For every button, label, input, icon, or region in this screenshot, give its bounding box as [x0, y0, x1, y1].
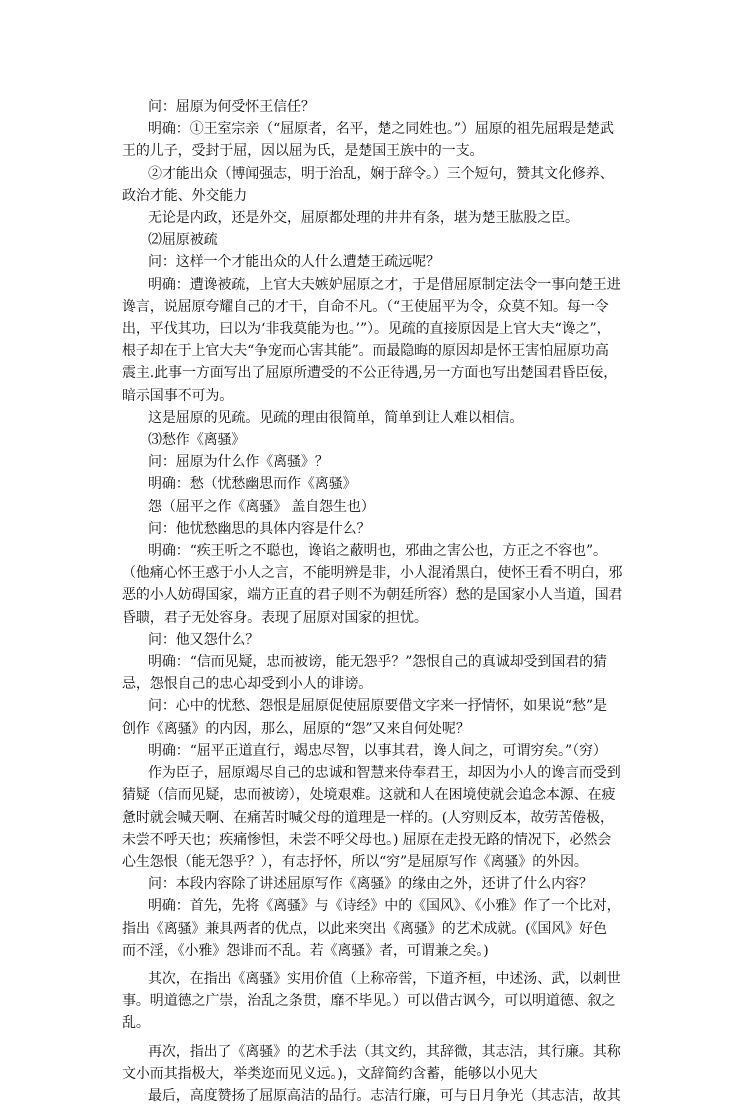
text-line: 明确：“疾王听之不聪也，谗谄之蔽明也，邪曲之害公也，方正之不容也”。: [148, 543, 607, 560]
text-line: 乱。: [122, 1015, 150, 1032]
document-page: [122, 96, 624, 1107]
text-line: 这是屈原的见疏。见疏的理由很简单，简单到让人难以相信。: [148, 409, 524, 426]
text-line: 无论是内政，还是外交，屈原都处理的井井有条，堪为楚王肱股之臣。: [148, 210, 579, 227]
text-line: 明确：首先，先将《离骚》与《诗经》中的《国风》、《小雅》作了一个比对，: [148, 898, 621, 915]
text-line: 政治才能、外交能力: [122, 187, 248, 204]
text-line: 而不淫，《小雅》怨诽而不乱。若《离骚》者，可谓兼之矣。): [122, 942, 489, 959]
text-line: 明确：“屈平正道直行，竭忠尽智，以事其君，谗人间之，可谓穷矣。”（穷）: [148, 742, 607, 759]
text-line: 其次，在指出《离骚》实用价值（上称帝喾，下道齐桓，中述汤、武，以刺世: [148, 970, 621, 987]
text-line: 问：屈原为什么作《离骚》？: [148, 454, 329, 471]
text-line: 心生怨恨（能无怨乎？），有志抒怀，所以“穷”是屈原写作《离骚》的外因。: [122, 853, 588, 870]
text-line: 问：他忧愁幽思的具体内容是什么？: [148, 520, 371, 537]
text-line: 明确：“信而见疑，忠而被谤，能无怨乎？”怨恨自己的真诚却受到国君的猜: [148, 654, 607, 671]
text-line: 猜疑（信而见疑，忠而被谤），处境艰难。这就和人在困境使就会追念本源、在疲: [122, 787, 616, 804]
text-line: 昏聩，君子无处容身。表现了屈原对国家的担忧。: [122, 609, 428, 626]
text-line: 恶的小人妨碍国家，端方正直的君子则不为朝廷所容）愁的是国家小人当道，国君: [122, 587, 623, 604]
text-line: 出，平伐其功，曰以为‘非我莫能为也。’”）。见疏的直接原因是上官大夫“谗之”，: [122, 321, 611, 338]
text-line: 作为臣子，屈原竭尽自己的忠诚和智慧来侍奉君王，却因为小人的谗言而受到: [148, 765, 621, 782]
text-line: 震主.此事一方面写出了屈原所遭受的不公正待遇,另一方面也写出楚国君昏臣佞，: [122, 365, 618, 382]
text-line: 谗言，说屈原夸耀自己的才干，自命不凡。（“王使屈平为令，众莫不知。每一令: [122, 298, 609, 315]
text-line: 问：这样一个才能出众的人什么遭楚王疏远呢？: [148, 254, 440, 271]
text-line: 惫时就会喊天啊、在痛苦时喊父母的道理是一样的。(人穷则反本，故劳苦倦极，: [122, 809, 614, 826]
text-line: 暗示国事不可为。: [122, 387, 234, 404]
text-line: 明确：愁（忧愁幽思而作《离骚》: [148, 476, 357, 493]
text-line: 未尝不呼天也；疾痛惨怛，未尝不呼父母也。) 屈原在走投无路的情况下，必然会: [122, 831, 612, 848]
text-line: 问：本段内容除了讲述屈原写作《离骚》的缘由之外，还讲了什么内容？: [148, 876, 593, 893]
text-line: 问：他又怨什么？: [148, 631, 260, 648]
text-line: 问：屈原为何受怀王信任？: [148, 99, 315, 115]
text-line: （他痛心怀王惑于小人之言，不能明辨是非，小人混淆黑白，使怀王看不明白，邪: [122, 565, 623, 582]
text-line: ②才能出众（博闻强志，明于治乱，娴于辞令。）三个短句，赞其文化修养、: [148, 165, 614, 182]
text-line: 指出《离骚》兼具两者的优点，以此来突出《离骚》的艺术成就。(《国风》好色: [122, 920, 607, 937]
text-line: 忌，怨恨自己的忠心却受到小人的诽谤。: [122, 676, 373, 693]
text-line: 问：心中的忧愁、怨恨是屈原促使屈原要借文字来一抒情怀，如果说“愁”是: [148, 698, 607, 715]
text-line: 文小而其指极大，举类迩而见义远。)，文辞简约含蓄，能够以小见大: [122, 1065, 538, 1082]
text-line: 事。明道德之广崇，治乱之条贯，靡不毕见。）可以借古讽今，可以明道德、叙之: [122, 993, 616, 1010]
text-line: 明确：遭谗被疏，上官大夫嫉妒屈原之才，于是借屈原制定法令一事向楚王进: [148, 276, 621, 293]
text-line: 创作《离骚》的内因，那么，屈原的“怨”又来自何处呢？: [122, 720, 470, 737]
text-line: 明确：①王室宗亲（“屈原者，名平，楚之同姓也。”）屈原的祖先屈瑕是楚武: [148, 121, 614, 138]
text-line: 根子却在于上官大夫“争宠而心害其能”。而最隐晦的原因却是怀王害怕屈原功高: [122, 343, 609, 360]
text-line: 王的儿子，受封于屈，因以屈为氏，是楚国王族中的一支。: [122, 143, 484, 160]
text-line: ⑵屈原被疏: [148, 232, 218, 249]
text-line: 再次，指出了《离骚》的艺术手法（其文约，其辞微，其志洁，其行廉。其称: [148, 1043, 621, 1060]
text-line: 怨（屈平之作《离骚》 盖自怨生也）: [148, 498, 375, 515]
text-line: ⑶愁作《离骚》: [148, 432, 246, 449]
text-line: 最后，高度赞扬了屈原高洁的品行。志洁行廉，可与日月争光（其志洁，故其: [148, 1087, 621, 1104]
